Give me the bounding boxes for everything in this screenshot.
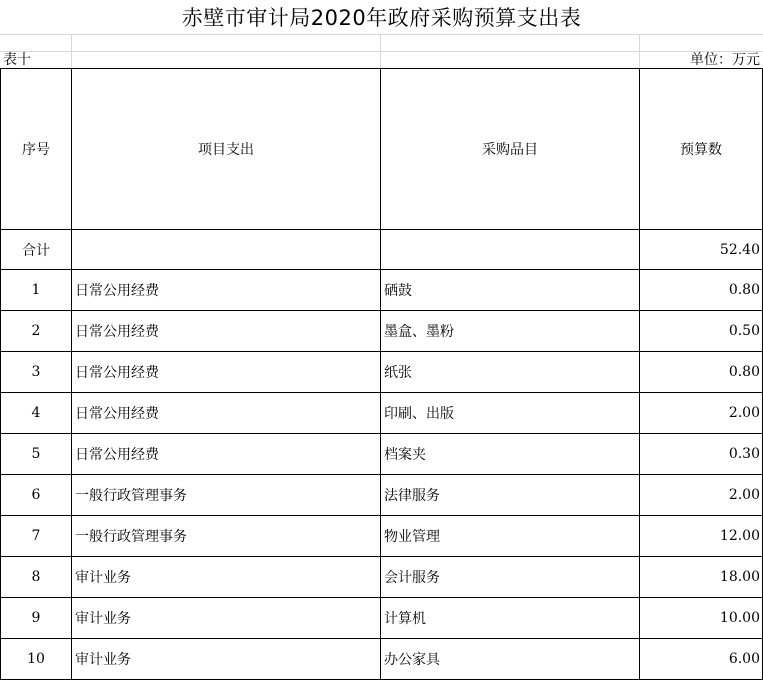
table-row bbox=[1, 311, 763, 352]
row-purchase: 印刷、出版 bbox=[381, 393, 640, 434]
row-budget: 6.00 bbox=[640, 639, 763, 680]
row-item: 日常公用经费 bbox=[72, 270, 381, 311]
row-purchase: 纸张 bbox=[381, 352, 640, 393]
row-purchase: 档案夹 bbox=[381, 434, 640, 475]
row-index: 1 bbox=[1, 270, 72, 311]
row-item: 日常公用经费 bbox=[72, 311, 381, 352]
header-purchase: 采购品目 bbox=[381, 69, 640, 230]
row-item: 日常公用经费 bbox=[72, 434, 381, 475]
row-purchase: 硒鼓 bbox=[381, 270, 640, 311]
grid-line bbox=[639, 34, 640, 68]
row-budget: 12.00 bbox=[640, 516, 763, 557]
table-label: 表十 bbox=[3, 52, 31, 68]
row-index: 6 bbox=[1, 475, 72, 516]
row-index: 7 bbox=[1, 516, 72, 557]
row-item: 审计业务 bbox=[72, 557, 381, 598]
sheet-title: 赤壁市审计局2020年政府采购预算支出表 bbox=[181, 6, 582, 30]
grid-line bbox=[71, 34, 72, 68]
row-budget: 18.00 bbox=[640, 557, 763, 598]
table-row bbox=[1, 516, 763, 557]
table-row bbox=[1, 475, 763, 516]
row-item: 审计业务 bbox=[72, 598, 381, 639]
header-item: 项目支出 bbox=[72, 69, 381, 230]
row-item: 日常公用经费 bbox=[72, 352, 381, 393]
table-row bbox=[1, 639, 763, 680]
header-index: 序号 bbox=[1, 69, 72, 230]
header-row bbox=[1, 69, 763, 230]
table-row bbox=[1, 393, 763, 434]
table-row bbox=[1, 270, 763, 311]
total-label: 合计 bbox=[1, 230, 72, 270]
row-index: 9 bbox=[1, 598, 72, 639]
unit-label: 单位：万元 bbox=[690, 52, 760, 68]
table-row bbox=[1, 434, 763, 475]
table-row bbox=[1, 352, 763, 393]
row-purchase: 物业管理 bbox=[381, 516, 640, 557]
row-index: 8 bbox=[1, 557, 72, 598]
row-purchase: 法律服务 bbox=[381, 475, 640, 516]
grid-line bbox=[0, 34, 763, 35]
row-index: 5 bbox=[1, 434, 72, 475]
row-purchase: 会计服务 bbox=[381, 557, 640, 598]
row-index: 4 bbox=[1, 393, 72, 434]
grid-line bbox=[0, 51, 763, 52]
total-purchase-empty bbox=[381, 230, 640, 270]
row-index: 3 bbox=[1, 352, 72, 393]
budget-table bbox=[0, 68, 763, 680]
row-budget: 2.00 bbox=[640, 393, 763, 434]
total-item-empty bbox=[72, 230, 381, 270]
row-budget: 0.50 bbox=[640, 311, 763, 352]
row-item: 一般行政管理事务 bbox=[72, 475, 381, 516]
row-budget: 0.80 bbox=[640, 352, 763, 393]
row-purchase: 办公家具 bbox=[381, 639, 640, 680]
total-budget: 52.40 bbox=[640, 230, 763, 270]
row-item: 审计业务 bbox=[72, 639, 381, 680]
row-budget: 10.00 bbox=[640, 598, 763, 639]
row-budget: 0.80 bbox=[640, 270, 763, 311]
row-item: 一般行政管理事务 bbox=[72, 516, 381, 557]
row-index: 10 bbox=[1, 639, 72, 680]
header-budget: 预算数 bbox=[640, 69, 763, 230]
row-purchase: 墨盒、墨粉 bbox=[381, 311, 640, 352]
table-row bbox=[1, 557, 763, 598]
table-row bbox=[1, 598, 763, 639]
row-purchase: 计算机 bbox=[381, 598, 640, 639]
row-item: 日常公用经费 bbox=[72, 393, 381, 434]
total-row bbox=[1, 230, 763, 270]
row-budget: 2.00 bbox=[640, 475, 763, 516]
grid-line bbox=[380, 34, 381, 68]
row-budget: 0.30 bbox=[640, 434, 763, 475]
row-index: 2 bbox=[1, 311, 72, 352]
